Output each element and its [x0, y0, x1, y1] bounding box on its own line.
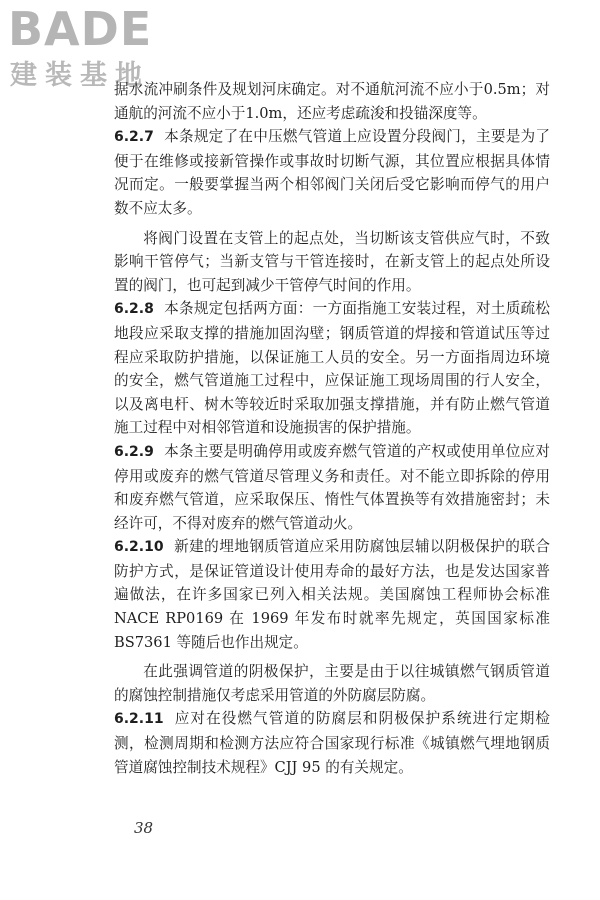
paragraph-text: 本条规定了在中压燃气管道上应设置分段阀门，主要是为了便于在维修或接新管操作或事故时切断气源，其位置应根据具体情况而定。一般要掌握当两个相邻阀门关闭后受它影响而停气的用户数不应太多。 [114, 128, 550, 217]
paragraph-text: 本条规定包括两方面：一方面指施工安装过程，对土质疏松地段应采取支撑的措施加固沟壁；钢质管道的焊接和管道试压等过程应采取防护措施，以保证施工人员的安全。另一方面指周边环境的安全，燃气管道施工过程中，应保证施工现场周围的行人安全，以及离电杆、树木等较近时采取加强支撑措施，并有防止燃气管道施工过程中对相邻管道和设施损害的保护措施。 [114, 300, 550, 437]
paragraph-continuation [114, 78, 550, 125]
paragraph-text: 本条主要是明确停用或废弃燃气管道的产权或使用单位应对停用或废弃的燃气管道尽管理义务和责任。对不能立即拆除的停用和废弃燃气管道，应采取保压、惰性气体置换等有效措施密封；未经许可，不得对废弃的燃气管道动火。 [114, 442, 550, 532]
paragraph-text: 将阀门设置在支管上的起点处，当切断该支管供应气时，不致影响干管停气；当新支管与干管连接时，在新支管上的起点处所设置的阀门，也可起到减少干管停气时间的作用。 [114, 229, 550, 294]
paragraph-text: 应对在役燃气管道的防腐层和阴极保护系统进行定期检测，检测周期和检测方法应符合国家现行标准《城镇燃气埋地钢质管道腐蚀控制技术规程》CJJ 95 的有关规定。 [114, 710, 550, 776]
section-6-2-10-continuation [114, 660, 550, 707]
section-6-2-10 [114, 535, 550, 654]
section-6-2-8 [114, 297, 550, 440]
section-number: 6.2.9 [114, 443, 154, 460]
section-6-2-7 [114, 125, 550, 220]
section-number: 6.2.11 [114, 711, 164, 728]
section-number: 6.2.8 [114, 301, 154, 318]
section-number: 6.2.10 [114, 539, 164, 556]
section-6-2-7-continuation [114, 227, 550, 298]
watermark-subtitle: 建装基地 [10, 60, 150, 91]
paragraph-text: 在此强调管道的阴极保护，主要是由于以往城镇燃气钢质管道的腐蚀控制措施仅考虑采用管道的外防腐层防腐。 [114, 663, 550, 704]
watermark-brand: BADE [8, 2, 153, 56]
document-body [114, 78, 550, 779]
section-number: 6.2.7 [114, 129, 154, 146]
section-6-2-9 [114, 440, 550, 535]
paragraph-text: 据水流冲刷条件及规划河床确定。对不通航河流不应小于0.5m；对通航的河流不应小于1.0m，还应考虑疏浚和投锚深度等。 [114, 81, 550, 122]
page-number: 38 [134, 819, 154, 837]
paragraph-text: 新建的埋地钢质管道应采用防腐蚀层辅以阴极保护的联合防护方式，是保证管道设计使用寿命的最好方法，也是发达国家普遍做法，在许多国家已列入相关法规。美国腐蚀工程师协会标准 NACE RP0169 在 1969 年发布时就率先规定，英国国家标准 BS7361 等随后也作出规定。 [114, 538, 550, 651]
section-6-2-11 [114, 707, 550, 779]
